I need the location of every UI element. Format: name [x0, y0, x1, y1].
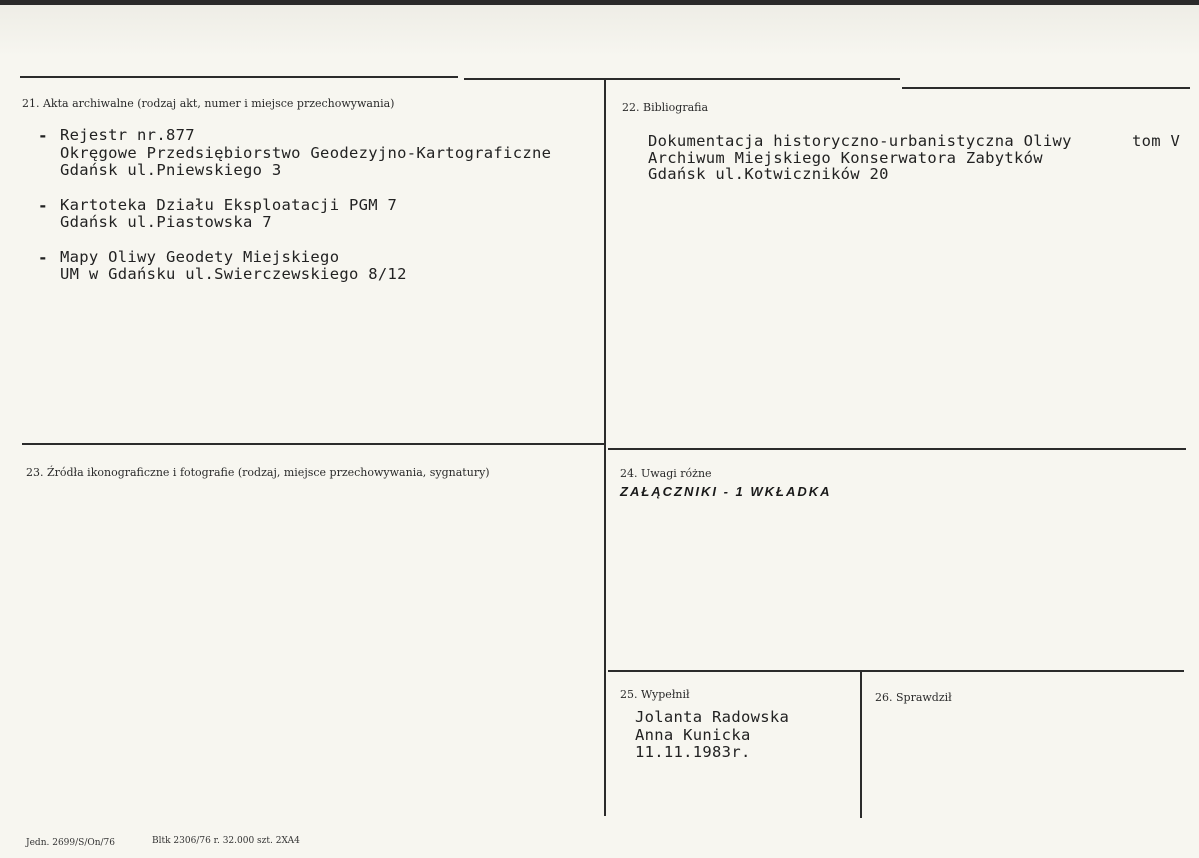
filled-by-line-1: Jolanta Radowska — [635, 708, 790, 726]
middle-rule-left — [22, 443, 604, 445]
entry-1-line-3: Gdańsk ul.Pniewskiego 3 — [60, 161, 282, 179]
entry-2-line-1: Kartoteka Działu Eksploatacji PGM 7 — [60, 196, 398, 214]
bullet: - — [38, 196, 48, 215]
bibliography-volume: tom V — [1132, 132, 1181, 150]
bullet: - — [38, 248, 48, 267]
section-23-label: 23. Źródła ikonograficzne i fotografie (rodzaj, miejsce przechowywania, sygnatury) — [26, 466, 490, 479]
center-divider — [604, 80, 606, 816]
section-26-label: 26. Sprawdził — [875, 691, 952, 704]
bibliography-line-3: Gdańsk ul.Kotwiczników 20 — [648, 165, 889, 183]
entry-1-line-1: Rejestr nr.877 — [60, 126, 195, 144]
bullet: - — [38, 126, 48, 145]
filled-by-line-2: Anna Kunicka — [635, 726, 751, 744]
entry-1-line-2: Okręgowe Przedsiębiorstwo Geodezyjno-Kartograficzne — [60, 144, 552, 162]
section-21-label: 21. Akta archiwalne (rodzaj akt, numer i miejsce przechowywania) — [22, 97, 395, 110]
footer-print-info: Bltk 2306/76 r. 32.000 szt. 2XA4 — [152, 836, 300, 846]
signature-divider — [860, 672, 862, 818]
top-rule-left — [20, 76, 458, 78]
top-rule-middle — [464, 78, 900, 80]
lower-rule-right — [608, 670, 1184, 672]
bibliography-line-1: Dokumentacja historyczno-urbanistyczna Oliwy — [648, 132, 1072, 150]
section-25-label: 25. Wypełnił — [620, 688, 690, 701]
middle-rule-right — [608, 448, 1186, 450]
bibliography-line-2: Archiwum Miejskiego Konserwatora Zabytków — [648, 149, 1043, 167]
section-24-label: 24. Uwagi różne — [620, 467, 712, 480]
footer-form-number: Jedn. 2699/S/On/76 — [26, 838, 116, 848]
handwritten-note: ZAŁĄCZNIKI - 1 WKŁADKA — [620, 484, 832, 499]
entry-3-line-2: UM w Gdańsku ul.Swierczewskiego 8/12 — [60, 265, 407, 283]
section-22-label: 22. Bibliografia — [622, 101, 709, 114]
entry-2-line-2: Gdańsk ul.Piastowska 7 — [60, 213, 272, 231]
entry-3-line-1: Mapy Oliwy Geodety Miejskiego — [60, 248, 340, 266]
top-rule-right — [902, 87, 1190, 89]
filled-by-date: 11.11.1983r. — [635, 743, 751, 761]
